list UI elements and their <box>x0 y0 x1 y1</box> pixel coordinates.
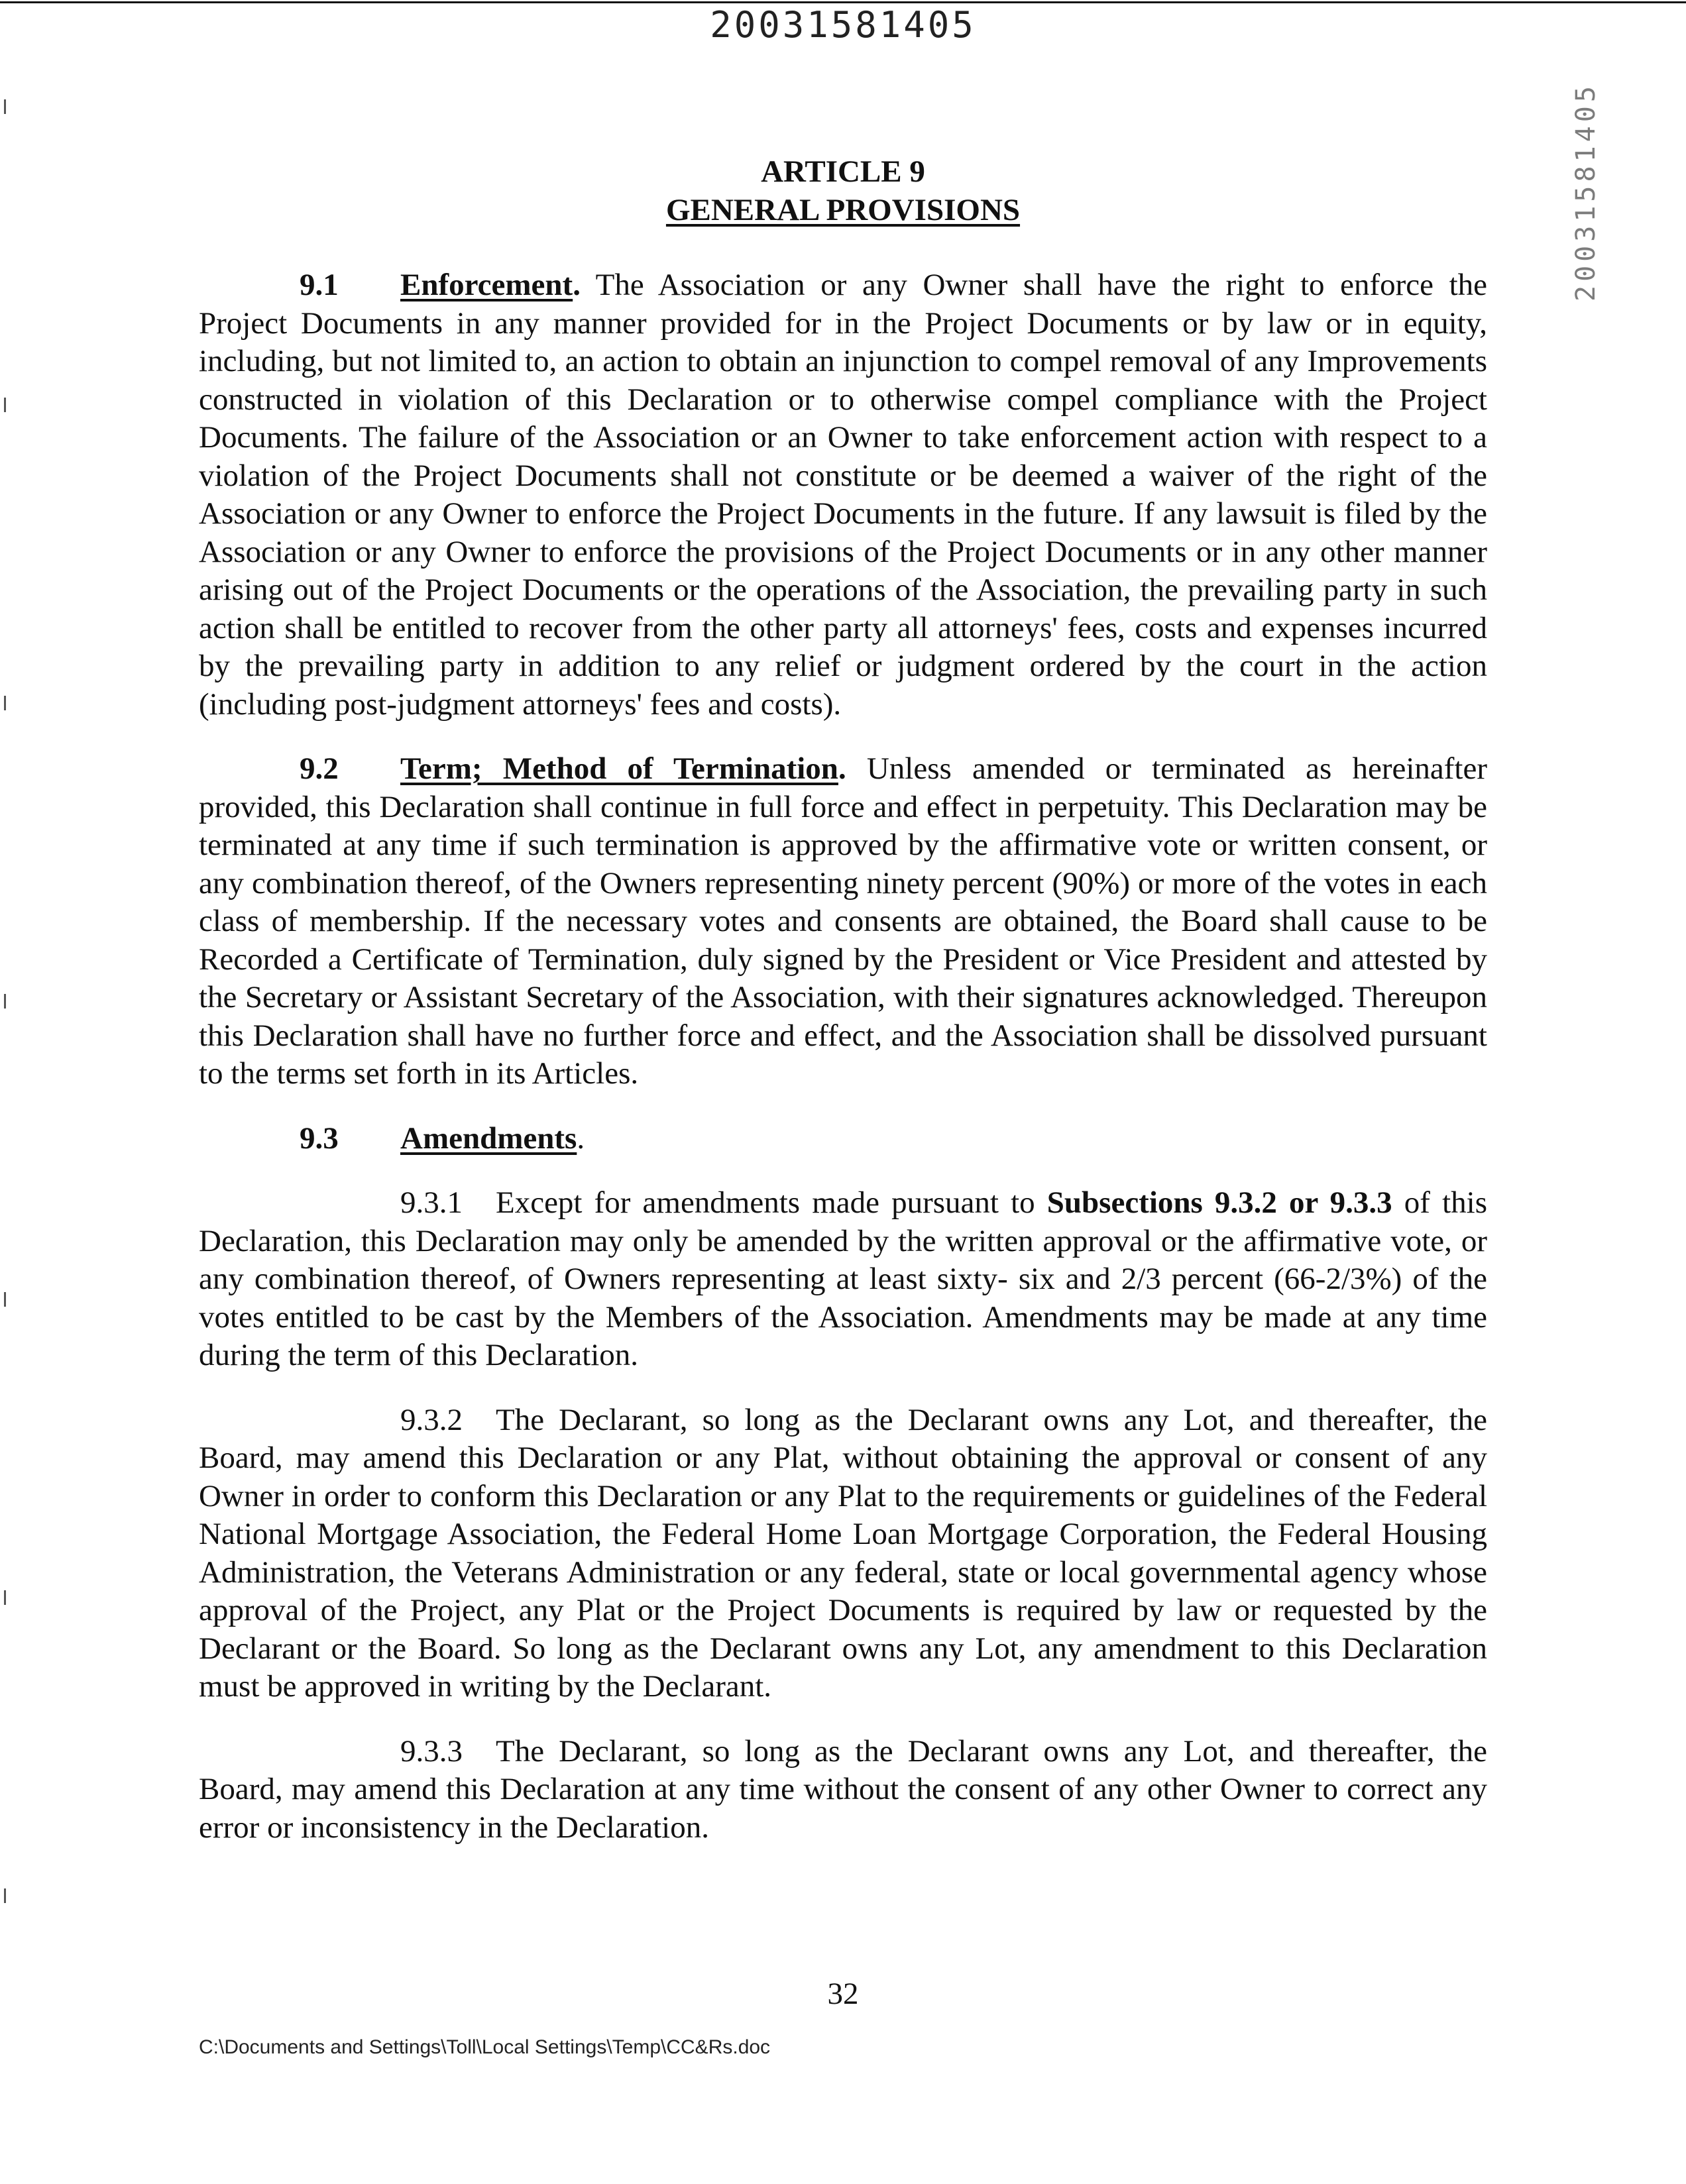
top-rule <box>0 1 1686 3</box>
section-number: 9.2 <box>300 751 339 786</box>
document-number: 20031581405 <box>0 4 1686 46</box>
article-heading <box>199 152 1487 229</box>
footer-file-path: C:\Documents and Settings\Toll\Local Settings\Temp\CC&Rs.doc <box>199 2036 771 2058</box>
section-9-3-3: 9.3.3 The Declarant, so long as the Declarant owns any Lot, and thereafter, the Board, may amend this Declaration at any time without the consent of any other Owner to correct any error or inconsistency in the Declaration. <box>199 1733 1487 1845</box>
section-9-3: 9.3 Amendments. <box>199 1120 1487 1158</box>
section-9-1: 9.1 Enforcement. The Association or any Owner shall have the right to enforce the Project Documents in any manner provided for in the Project Documents or by law or in equity, including, but not limited to, an action to obtain an injunction to compel removal of any Improvements constructed in violation of this Declaration or to otherwise compel compliance with the Project Documents. The failure of the Association or an Owner to take enforcement action with respect to a violation of the Project Documents shall not constitute or be deemed a waiver of the right of the Association or any Owner to enforce the Project Documents in the future. If any lawsuit is filed by the Association or any Owner to enforce the provisions of the Project Documents or in any other manner arising out of the Project Documents or the operations of the Association, the prevailing party in such action shall be entitled to recover from the other party all attorneys' fees, costs and expenses incurred by the prevailing party in addition to any relief or judgment ordered by the court in the action (including post-judgment attorneys' fees and costs). <box>199 268 1487 722</box>
section-title: Amendments <box>400 1120 577 1156</box>
section-number: 9.3 <box>300 1120 339 1156</box>
article-subtitle: GENERAL PROVISIONS <box>665 193 1021 227</box>
margin-mark <box>4 398 6 412</box>
subsection-number: 9.3.2 <box>400 1402 463 1437</box>
subsection-reference: Subsections 9.3.2 or 9.3.3 <box>1046 1185 1392 1220</box>
subsection-number: 9.3.1 <box>400 1185 463 1220</box>
article-title: ARTICLE 9 <box>761 154 925 189</box>
side-stamp: 20031581405 <box>1571 82 1601 302</box>
section-text: Unless amended or terminated as hereinafter provided, this Declaration shall continue in full force and effect in perpetuity. This Declaration may be terminated at any time if such termination is approved by the affirmative vote or written consent, or any combination thereof, of the Owners representing ninety percent (90%) or more of the votes in each class of membership. If the necessary votes and consents are obtained, the Board shall cause to be Recorded a Certificate of Termination, duly signed by the President or Vice President and attested by the Secretary or Assistant Secretary of the Association, with their signatures acknowledged. Thereupon this Declaration shall have no further force and effect, and the Association shall be dissolved pursuant to the terms set forth in its Articles. <box>199 751 1487 1091</box>
margin-mark <box>4 696 6 710</box>
document-body <box>199 152 1487 1847</box>
section-9-3-1: 9.3.1 Except for amendments made pursuant to Subsections 9.3.2 or 9.3.3 of this Declaration, this Declaration may only be amended by the written approval or the affirmative vote, or any combination thereof, of Owners representing at least sixty- six and 2/3 percent (66-2/3%) of the votes entitled to be cast by the Members of the Association. Amendments may be made at any time during the term of this Declaration. <box>199 1185 1487 1372</box>
section-number: 9.1 <box>300 268 339 302</box>
page-number: 32 <box>827 1977 859 2011</box>
section-title: Enforcement <box>400 268 573 302</box>
margin-mark <box>4 1888 6 1903</box>
section-9-3-2: 9.3.2 The Declarant, so long as the Declarant owns any Lot, and thereafter, the Board, may amend this Declaration or any Plat, without obtaining the approval or consent of any Owner in order to conform this Declaration or any Plat to the requirements or guidelines of the Federal National Mortgage Association, the Federal Home Loan Mortgage Corporation, the Federal Housing Administration, the Veterans Administration or any federal, state or local governmental agency whose approval of the Project, any Plat or the Project Documents is required by law or requested by the Declarant or the Board. So long as the Declarant owns any Lot, any amendment to this Declaration must be approved in writing by the Declarant. <box>199 1402 1487 1704</box>
margin-mark <box>4 99 6 114</box>
section-9-2: 9.2 Term; Method of Termination. Unless amended or terminated as hereinafter provided, this Declaration shall continue in full force and effect in perpetuity. This Declaration may be terminated at any time if such termination is approved by the affirmative vote or written consent, or any combination thereof, of the Owners representing ninety percent (90%) or more of the votes in each class of membership. If the necessary votes and consents are obtained, the Board shall cause to be Recorded a Certificate of Termination, duly signed by the President or Vice President and attested by the Secretary or Assistant Secretary of the Association, with their signatures acknowledged. Thereupon this Declaration shall have no further force and effect, and the Association shall be dissolved pursuant to the terms set forth in its Articles. <box>199 751 1487 1091</box>
margin-mark <box>4 1590 6 1605</box>
margin-mark <box>4 1292 6 1307</box>
section-text: The Association or any Owner shall have the right to enforce the Project Documents in any manner provided for in the Project Documents or by law or in equity, including, but not limited to, an action to obtain an injunction to compel removal of any Improvements constructed in violation of this Declaration or to otherwise compel compliance with the Project Documents. The failure of the Association or an Owner to take enforcement action with respect to a violation of the Project Documents shall not constitute or be deemed a waiver of the right of the Association or any Owner to enforce the Project Documents in the future. If any lawsuit is filed by the Association or any Owner to enforce the provisions of the Project Documents or in any other manner arising out of the Project Documents or the operations of the Association, the prevailing party in such action shall be entitled to recover from the other party all attorneys' fees, costs and expenses incurred by the prevailing party in addition to any relief or judgment ordered by the court in the action (including post-judgment attorneys' fees and costs). <box>199 268 1487 722</box>
margin-mark <box>4 994 6 1009</box>
subsection-number: 9.3.3 <box>400 1733 463 1769</box>
section-title: Term; Method of Termination <box>400 751 838 786</box>
